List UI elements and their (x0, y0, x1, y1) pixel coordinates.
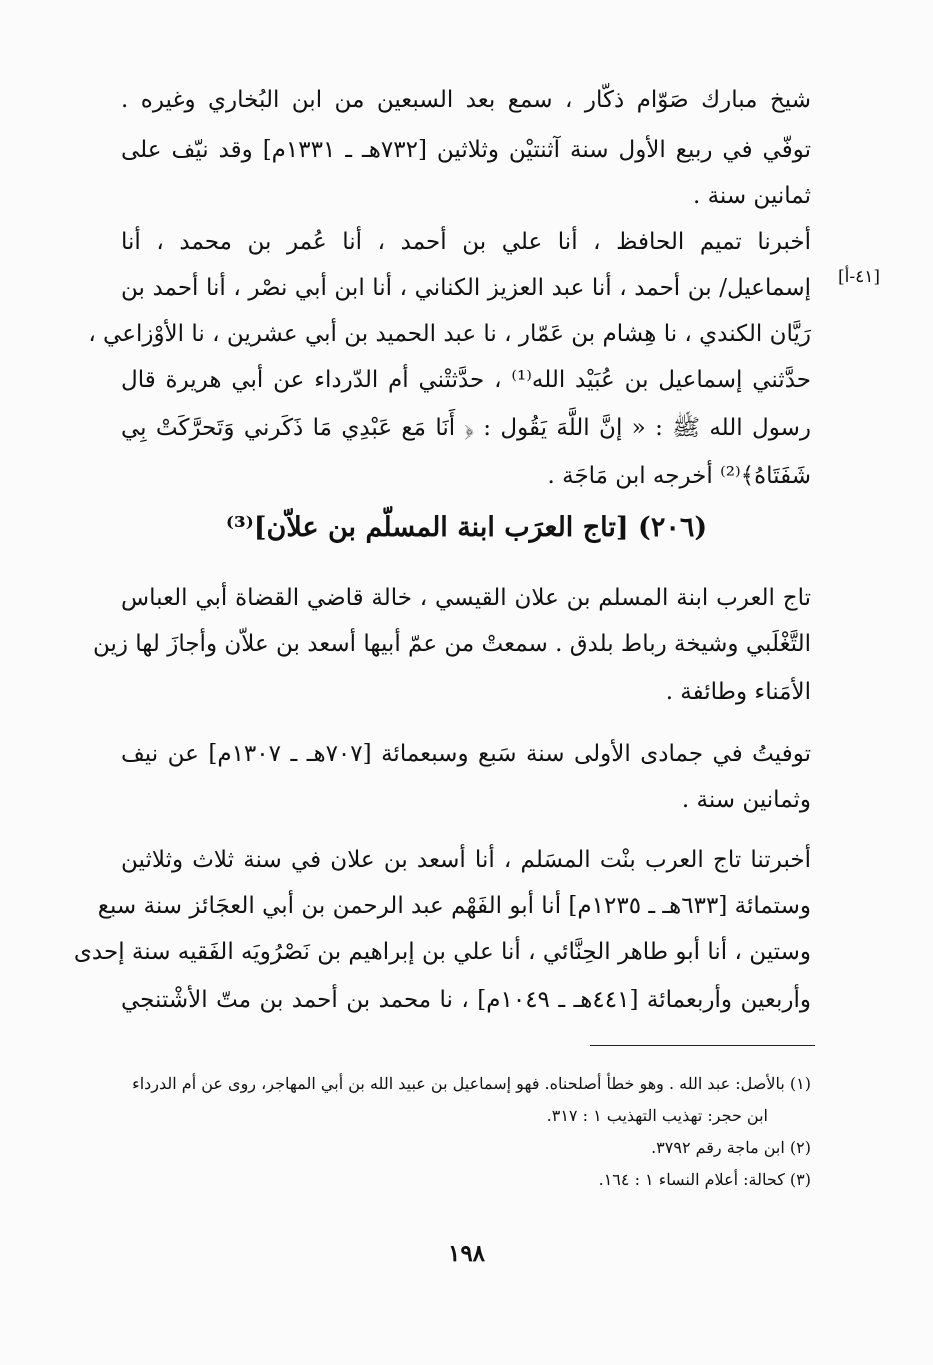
manuscript-folio-marker: [٤١-أ] (838, 267, 881, 287)
text-line: أخبرنا تميم الحافظ ، أنا علي بن أحمد ، أنا عُمر بن محمد ، أنا (121, 229, 811, 255)
text-line: شَفَتَاهُ﴾⁽²⁾ أخرجه ابن مَاجَة . (547, 463, 811, 489)
text-line: توفّي في ربيع الأول سنة آثنتيْن وثلاثين [٧٣٢هـ ـ ١٣٣١م] وقد نيّف على (121, 137, 811, 163)
text-line: وستمائة [٦٣٣هـ ـ ١٢٣٥م] أنا أبو الفَهْم عبد الرحمن بن أبي العجَائز سنة سبع (97, 893, 811, 919)
text-line: حدَّثني إسماعيل بن عُبَيْد الله⁽¹⁾ ، حدَّثتْني أم الدّرداء عن أبي هريرة قال (121, 367, 811, 393)
text-line: وأربعين وأربعمائة [٤٤١هـ ـ ١٠٤٩م] ، نا محمد بن أحمد بن متّ الأشْتنجي (121, 987, 811, 1013)
text-line: ثمانين سنة . (692, 183, 811, 209)
footnote-1-continuation: ابن حجر: تهذيب التهذيب ١ : ٣١٧. (546, 1106, 768, 1125)
footnote-3: (٣) كحالة: أعلام النساء ١ : ١٦٤. (598, 1170, 811, 1189)
text-line: شيخ مبارك صَوّام ذكّار ، سمع بعد السبعين من ابن البُخاري وغيره . (121, 87, 811, 113)
text-line: رَيَّان الكندي ، نا هِشام بن عَمّار ، نا عبد الحميد بن أبي عشرين ، نا الأوْزاعي ، (88, 321, 811, 347)
text-line: وثمانين سنة . (681, 787, 811, 813)
text-line: توفيتُ في جمادى الأولى سنة سَبع وسبعمائة [٧٠٧هـ ـ ١٣٠٧م] عن نيف (121, 741, 811, 767)
footnote-divider (590, 1045, 815, 1046)
text-line: تاج العرب ابنة المسلم بن علان القيسي ، خالة قاضي القضاة أبي العباس (121, 585, 811, 611)
footnote-2: (٢) ابن ماجة رقم ٣٧٩٢. (651, 1138, 811, 1157)
text-line: الأمَناء وطائفة . (665, 679, 811, 705)
page-number: ١٩٨ (447, 1240, 486, 1267)
text-line: إسماعيل/ بن أحمد ، أنا عبد العزيز الكناني ، أنا ابن أبي نصْر ، أنا أحمد بن (121, 275, 811, 301)
footnote-1: (١) بالأصل: عبد الله . وهو خطأ أصلحناه. فهو إسماعيل بن عبيد الله بن أبي المهاجر، روى عن أم الدرداء (132, 1074, 811, 1093)
text-line: وستين ، أنا أبو طاهر الحِنَّائي ، أنا علي بن إبراهيم بن نَصْرُويَه الفَقيه سنة إحدى (73, 939, 811, 965)
text-line: التَّغْلَبي وشيخة رباط بلدق . سمعتْ من عمّ أبيها أسعد بن علاّن وأجازَ لها زين (92, 631, 811, 657)
text-line: رسول الله ﷺ : « إنَّ اللَّهَ يَقُول : ﴿ أَنَا مَع عَبْدِي مَا ذَكَرني وَتَحرَّكَتْ بِي (121, 415, 811, 441)
text-line: أخبرتنا تاج العرب بنْت المسَلم ، أنا أسعد بن علان في سنة ثلاث وثلاثين (121, 847, 811, 873)
entry-heading: (٢٠٦) [تاج العرَب ابنة المسلّم بن علاّن]⁽³⁾ (225, 512, 708, 543)
